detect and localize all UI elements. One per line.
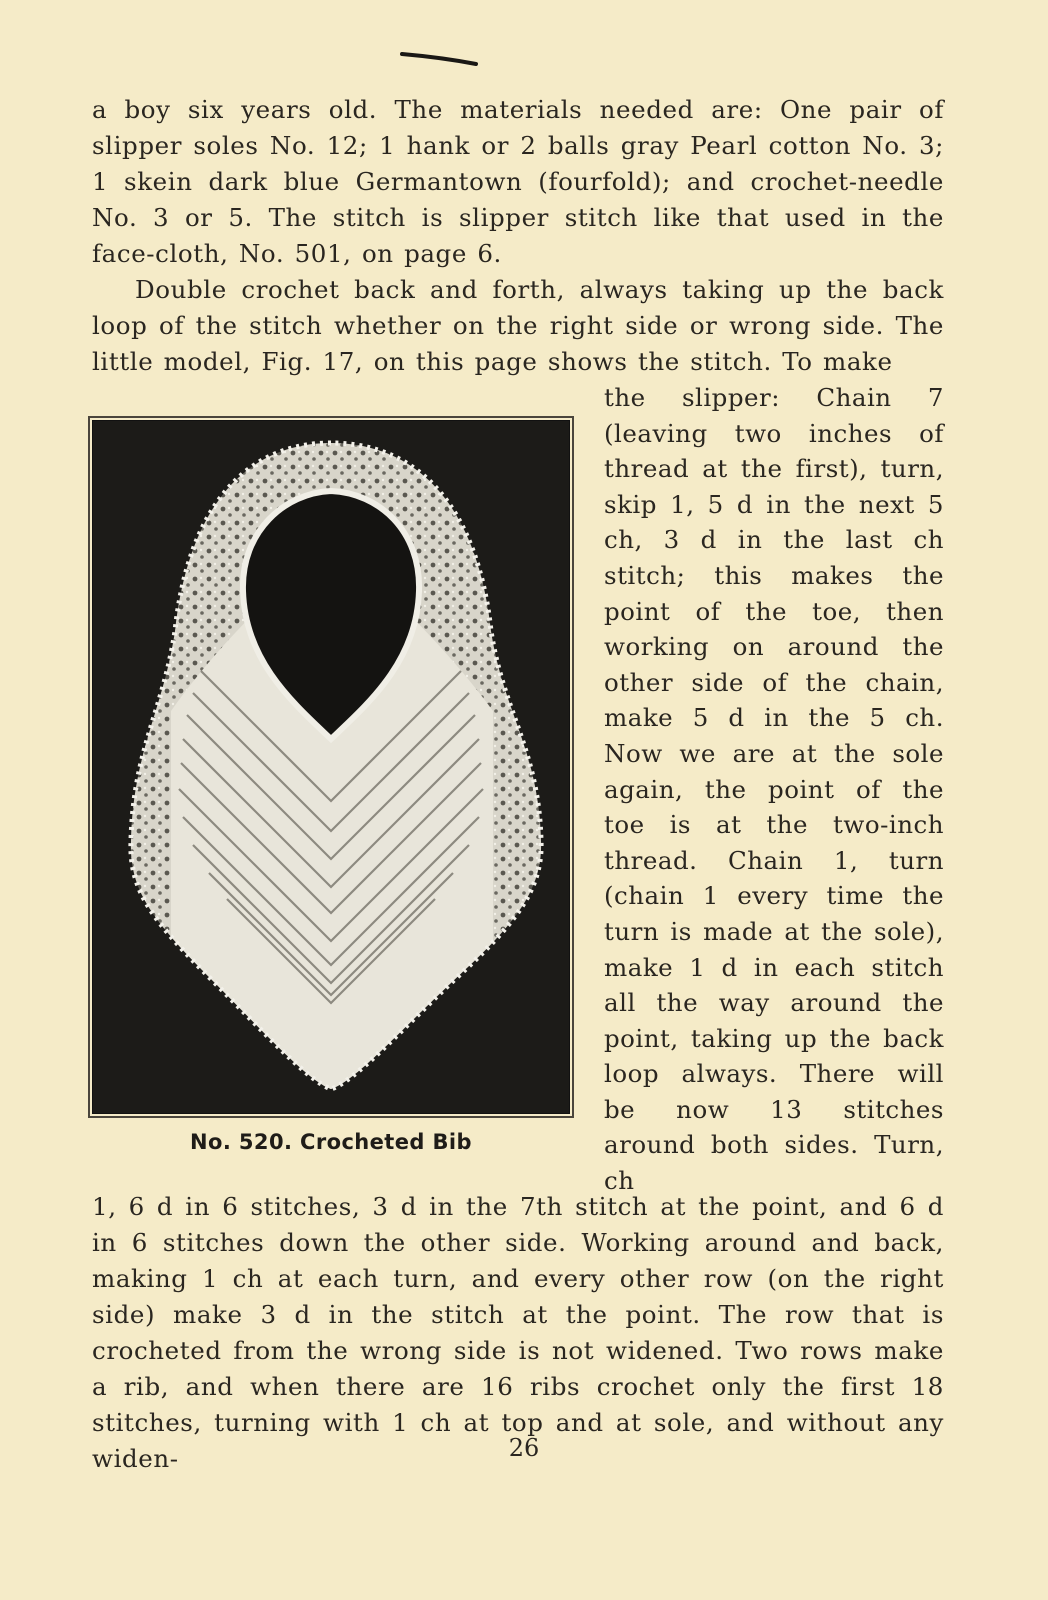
side-column-paragraph: the slipper: Chain 7 (leaving two inches of thread at the first), turn, skip 1, 5 d in the next 5 ch, 3 d in the last ch stitch; this makes the point of the toe, then working on around the other side of the chain, make 5 d in the 5 ch. Now we are at the sole again, the point of the toe is at the two-inch thread. Chain 1, turn (chain 1 every time the turn is made at the sole), make 1 d in each stitch all the way around the point, taking up the back loop always. There will be now 13 stitches around both sides. Turn, ch (604, 383, 944, 1196)
continuation-paragraph: 1, 6 d in 6 stitches, 3 d in the 7th stitch at the point, and 6 d in 6 stitches down the other side. Working around and back, making 1 ch at each turn, and every other row (on the right side) make 3 d in the stitch at the point. The row that is crocheted from the wrong side is not widened. Two rows make a rib, and when there are 16 ribs crochet only the first 18 stitches, turning with 1 ch at top and at sole, and without any widen- (92, 1191, 944, 1473)
crocheted-bib-illustration (93, 421, 569, 1113)
paragraph-2-text: Double crochet back and forth, always taking up the back loop of the stitch whether on the right side or wrong side. The little model, Fig. 17, on this page shows the stitch. To make (92, 275, 944, 376)
paragraph-1-text: a boy six years old. The materials needed are: One pair of slipper soles No. 12; 1 hank or 2 balls gray Pearl cotton No. 3; 1 skein dark blue Germantown (fourfold); and crochet-needle No. 3 or 5. The stitch is slipper stitch like that used in the face-cloth, No. 501, on page 6. (92, 95, 944, 268)
side-column-text (604, 380, 944, 1199)
scan-mark (400, 50, 480, 66)
bib-photo (92, 420, 570, 1114)
figure-caption: No. 520. Crocheted Bib (190, 1130, 472, 1154)
paragraph-1 (92, 92, 944, 272)
page-number: 26 (508, 1434, 540, 1462)
paragraph-2 (92, 272, 944, 380)
figure (92, 420, 570, 1154)
